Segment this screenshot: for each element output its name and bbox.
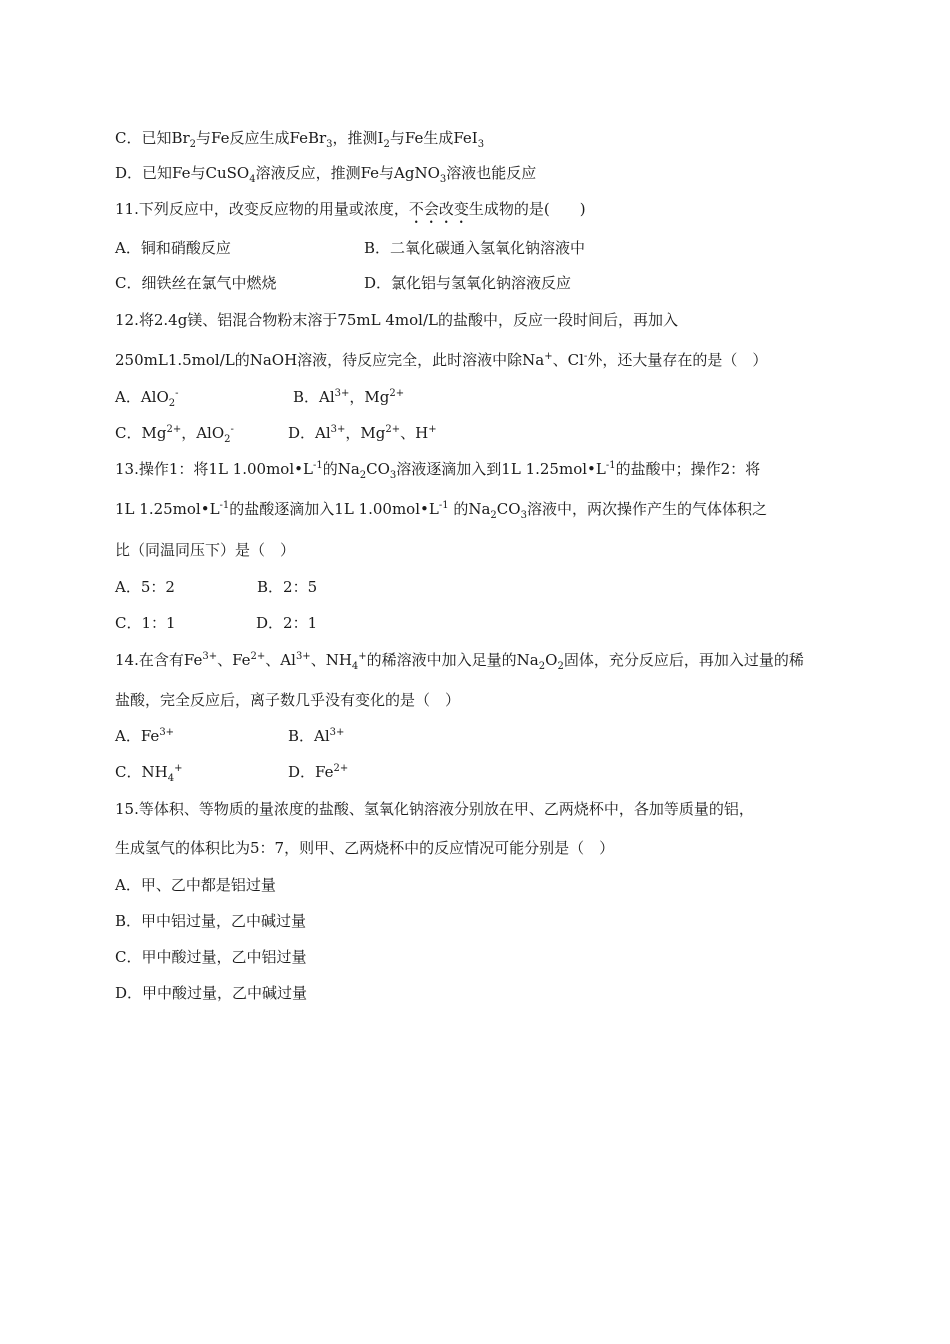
- question-12-line-2: 250mL1.5mol/L的NaOH溶液，待反应完全，此时溶液中除Na+、Cl-外，还大量存在的是（ ）: [115, 351, 768, 369]
- question-14-line-1: 14.在含有$Fe^{3+}$、$Fe^{2+}$、$Al^{3+}$、$NH_4^+$的稀溶液中加入足量的$Na_2O_2$固体，充分反应后，再加入过量的稀: [115, 651, 804, 672]
- option-d-prev: D．已知Fe与CuSO$_4$溶液反应，推测Fe与AgNO$_3$溶液也能反应: [115, 164, 537, 185]
- question-15-line-1: 15.等体积、等物质的量浓度的盐酸、氢氧化钠溶液分别放在甲、乙两烧杯中，各加等质量的铝，: [115, 800, 754, 818]
- emphasis-text: 不会改变: [408, 200, 469, 218]
- question-14-option-a: A．$Fe^{3+}$: [115, 727, 175, 745]
- question-15-option-a: A．甲、乙中都是铝过量: [115, 876, 276, 894]
- question-13-line-1: 13.操作1：将1L $1.00mol•L^{-1}$的$Na_2CO_3$溶液逐滴加入到1L $1.25mol•L^{-1}$的盐酸中；操作2：将: [115, 460, 761, 481]
- question-15-line-2: 生成氢气的体积比为5：7，则甲、乙两烧杯中的反应情况可能分别是（ ）: [115, 839, 615, 857]
- question-14-option-b: B．$Al^{3+}$: [288, 727, 345, 745]
- question-15-option-c: C．甲中酸过量，乙中铝过量: [115, 948, 307, 966]
- question-11-option-a: A．铜和硝酸反应: [115, 239, 231, 257]
- question-13-option-a: A．5：2: [115, 578, 175, 596]
- question-15-option-d: D．甲中酸过量，乙中碱过量: [115, 984, 308, 1002]
- question-11-option-d: D．氯化铝与氢氧化钠溶液反应: [364, 274, 572, 292]
- question-13-option-b: B．2：5: [257, 578, 318, 596]
- question-11-stem: 11.下列反应中，改变反应物的用量或浓度，不会改变生成物的是( ): [115, 200, 586, 218]
- question-11-option-c: C．细铁丝在氯气中燃烧: [115, 274, 277, 292]
- question-13-option-d: D．2：1: [256, 614, 318, 632]
- option-c-prev: C．已知$Br_2$与Fe反应生成FeBr$_3$，推测$I_2$与Fe生成FeI$_3$: [115, 129, 485, 150]
- question-12-option-a: A．AlO$_2$-: [115, 388, 179, 409]
- question-13-option-c: C．1：1: [115, 614, 176, 632]
- question-12-option-d: D．$Al^{3+}$，$Mg^{2+}$、H+: [288, 424, 437, 442]
- question-13-line-2: 1L $1.25mol•L^{-1}$的盐酸逐滴加入1L $1.00mol•L^{-1}$ 的$Na_2CO_3$溶液中，两次操作产生的气体体积之: [115, 500, 767, 521]
- question-14-option-d: D．$Fe^{2+}$: [288, 763, 349, 781]
- question-12-line-1: 12.将2.4g镁、铝混合物粉末溶于75mL 4mol/L的盐酸中，反应一段时间后，再加入: [115, 311, 678, 329]
- question-14-option-c: C．$NH_4^+$: [115, 763, 183, 784]
- question-14-line-2: 盐酸，完全反应后，离子数几乎没有变化的是（ ）: [115, 691, 461, 709]
- question-15-option-b: B．甲中铝过量，乙中碱过量: [115, 912, 307, 930]
- question-12-option-b: B．$Al^{3+}$，$Mg^{2+}$: [293, 388, 405, 406]
- question-12-option-c: C．$Mg^{2+}$，AlO$_2$-: [115, 424, 234, 445]
- question-11-option-b: B．二氧化碳通入氢氧化钠溶液中: [364, 239, 586, 257]
- question-13-line-3: 比（同温同压下）是（ ）: [115, 541, 296, 559]
